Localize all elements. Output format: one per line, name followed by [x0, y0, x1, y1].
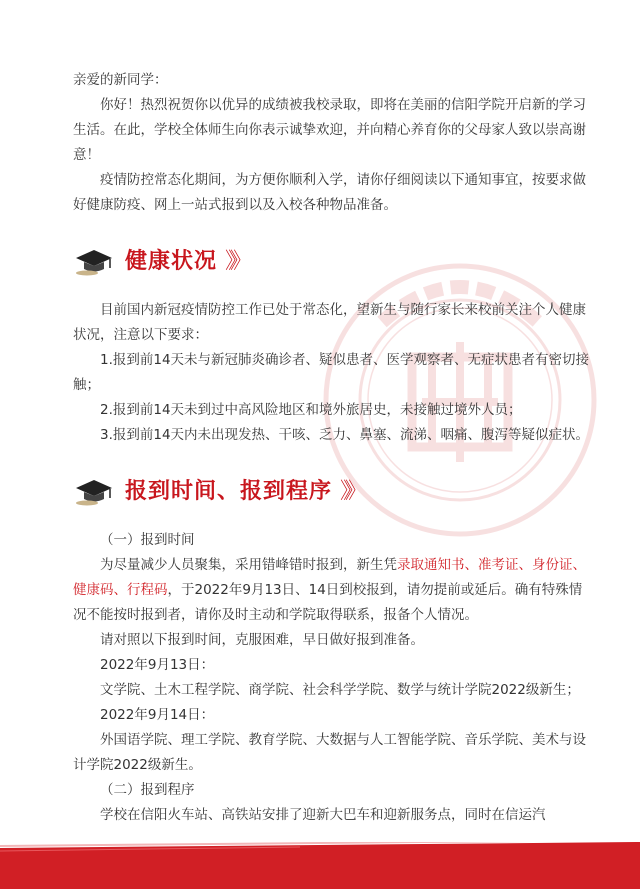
health-item-2: 2.报到前14天未到过中高风险地区和境外旅居史，未接触过境外人员； — [100, 402, 522, 418]
procedure-text: 学校在信阳火车站、高铁站安排了迎新大巴车和迎新服务点，同时在信运汽 — [100, 807, 546, 823]
chevron-double-right-icon: 》》 — [225, 248, 247, 274]
chevron-double-right-icon: 》》 — [340, 478, 362, 504]
reminder-text: 请对照以下报到时间，克服困难，早日做好报到准备。 — [100, 632, 424, 648]
date-1-colleges: 文学院、土木工程学院、商学院、社会科学学院、数学与统计学院2022级新生； — [100, 682, 580, 698]
intro-paragraph-1: 你好！热烈祝贺你以优异的成绩被我校录取，即将在美丽的信阳学院开启新的学习生活。在此，学校全体师生向你表示诚挚欢迎，并向精心养育你的父母家人致以崇高谢意！ — [73, 97, 586, 163]
health-intro: 目前国内新冠疫情防控工作已处于常态化，望新生与随行家长来校前关注个人健康状况，注意以下要求： — [73, 302, 586, 343]
health-item-3: 3.报到前14天内未出现发热、干咳、乏力、鼻塞、流涕、咽痛、腹泻等疑似症状。 — [100, 427, 590, 443]
footer-watermark-text: 头条 @信阳微视角 — [482, 17, 620, 36]
date-2-colleges: 外国语学院、理工学院、教育学院、大数据与人工智能学院、音乐学院、美术与设计学院2022级新生。 — [73, 732, 586, 773]
intro-paragraph-2: 疫情防控常态化期间，为方便你顺利入学，请你仔细阅读以下通知事宜，按要求做好健康防疫、网上一站式报到以及入校各种物品准备。 — [73, 172, 586, 213]
section-registration-title: 报到时间、报到程序 — [125, 478, 333, 504]
letter-content — [73, 68, 593, 828]
section-registration-heading — [73, 472, 593, 510]
footer-band — [0, 842, 640, 889]
section-health-heading — [73, 242, 593, 280]
section-health-title: 健康状况 — [125, 248, 218, 274]
greeting: 亲爱的新同学： — [73, 72, 168, 88]
graduation-cap-icon — [73, 246, 115, 276]
health-item-1: 1.报到前14天未与新冠肺炎确诊者、疑似患者、医学观察者、无症状患者有密切接触； — [73, 352, 590, 393]
registration-time-text-b: ，于2022年9月13日、14日到校报到，请勿提前或延后。确有特殊情况不能按时报到者，请你及时主动和学院取得联系，报备个人情况。 — [73, 582, 583, 623]
subsection-time-title: （一）报到时间 — [100, 532, 195, 548]
graduation-cap-icon — [73, 476, 115, 506]
date-1: 2022年9月13日： — [100, 657, 215, 673]
registration-time-text-a: 为尽量减少人员聚集，采用错峰错时报到，新生凭 — [100, 557, 397, 573]
subsection-procedure-title: （二）报到程序 — [100, 782, 195, 798]
registration-time-paragraph — [73, 553, 593, 628]
required-documents: 录取通知书、准考证、身份证、健康码、行程码 — [73, 557, 586, 598]
date-2: 2022年9月14日： — [100, 707, 215, 723]
